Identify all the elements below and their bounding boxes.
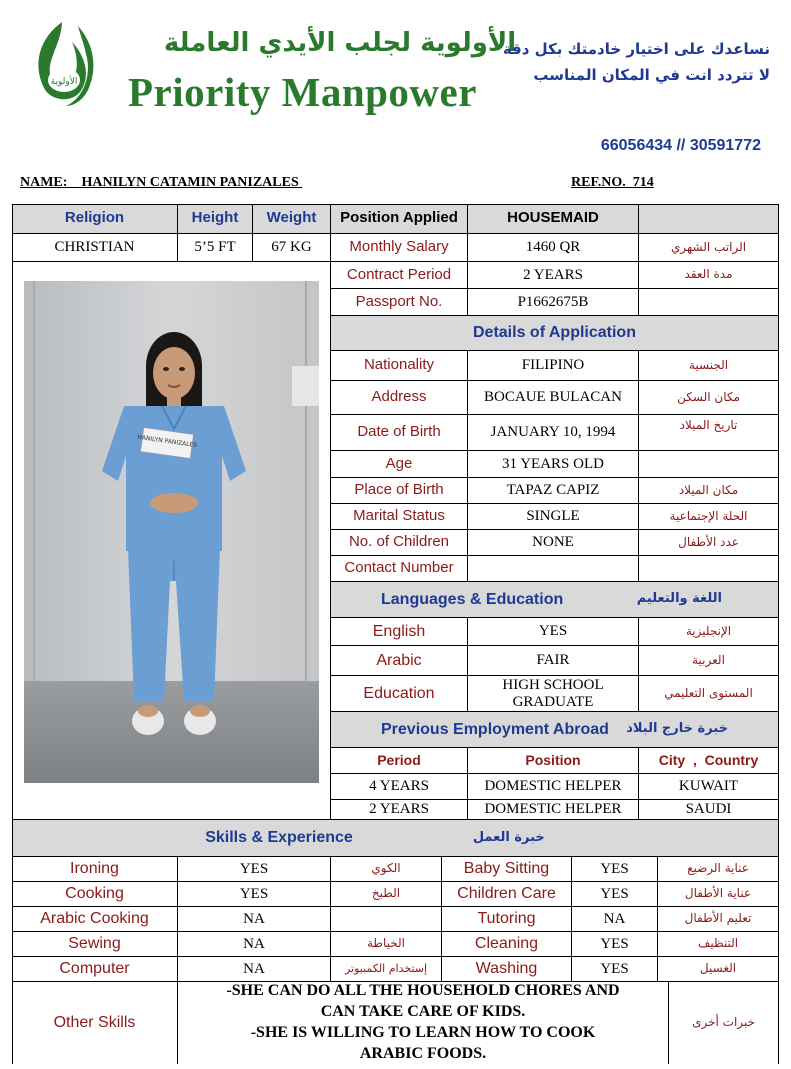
skills-title: Skills & Experience [205, 829, 353, 847]
education-value-line-2: GRADUATE [512, 693, 594, 710]
nationality-value: FILIPINO [468, 351, 639, 381]
skill-cleaning-label: Cleaning [442, 932, 572, 957]
skill-tutoring-value: NA [572, 907, 658, 932]
ref-label: REF.NO. [571, 175, 626, 190]
nationality-label: Nationality [331, 351, 468, 381]
other-skills-arabic: خبرات أخرى [669, 982, 779, 1064]
position-applied-value: HOUSEMAID [468, 204, 639, 234]
date-of-birth-label: Date of Birth [331, 415, 468, 451]
skill-arabic-cooking-label: Arabic Cooking [12, 907, 178, 932]
skill-cooking-arabic: الطبخ [331, 882, 442, 907]
skills-title-arabic: خبرة العمل [472, 829, 545, 845]
position-applied-header: Position Applied [331, 204, 468, 234]
place-of-birth-label: Place of Birth [331, 478, 468, 504]
details-section-title: Details of Application [331, 316, 779, 351]
skill-children-care-value: YES [572, 882, 658, 907]
arabic-value: FAIR [468, 646, 639, 676]
header-empty-cell [639, 204, 779, 234]
other-skills-label: Other Skills [12, 982, 178, 1064]
date-of-birth-arabic: تاريخ الميلاد [639, 415, 779, 451]
place-of-birth-value: TAPAZ CAPIZ [468, 478, 639, 504]
skill-sewing-value: NA [178, 932, 331, 957]
skill-sewing-arabic: الخياطة [331, 932, 442, 957]
salary-value: 1460 QR [468, 234, 639, 262]
skill-tutoring-label: Tutoring [442, 907, 572, 932]
company-name-english: Priority Manpower [128, 69, 477, 115]
skill-baby-sitting-value: YES [572, 857, 658, 882]
tagline-line-1: نساعدك على اختيار خادمتك بكل دقة [502, 40, 770, 58]
contact-number-value [468, 556, 639, 582]
period-header: Period [331, 748, 468, 774]
svg-text:HANILYN PANIZALES: HANILYN PANIZALES [136, 433, 198, 450]
marital-status-value: SINGLE [468, 504, 639, 530]
education-value-line-1: HIGH SCHOOL [502, 677, 604, 693]
skill-cleaning-arabic: التنظيف [658, 932, 779, 957]
skill-children-care-label: Children Care [442, 882, 572, 907]
languages-title: Languages & Education [381, 590, 564, 608]
skill-ironing-arabic: الكوي [331, 857, 442, 882]
contract-period-label: Contract Period [331, 262, 468, 289]
employment-title: Previous Employment Abroad [381, 720, 609, 738]
arabic-arabic: العربية [639, 646, 779, 676]
address-arabic: مكان السكن [639, 381, 779, 415]
contact-number-label: Contact Number [331, 556, 468, 582]
skill-arabic-cooking-value: NA [178, 907, 331, 932]
height-header: Height [178, 204, 253, 234]
age-label: Age [331, 451, 468, 478]
children-label: No. of Children [331, 530, 468, 556]
svg-text:الأولوية: الأولوية [50, 77, 78, 87]
tagline-line-2: لا تتردد انت في المكان المناسب [533, 66, 770, 84]
candidate-name: HANILYN CATAMIN PANIZALES [81, 175, 299, 190]
phone-numbers: 66056434 // 30591772 [600, 137, 761, 154]
contract-period-value: 2 YEARS [468, 262, 639, 289]
other-skills-line-1: -SHE CAN DO ALL THE HOUSEHOLD CHORES AND [226, 982, 620, 1000]
skill-washing-value: YES [572, 957, 658, 982]
other-skills-line-2: CAN TAKE CARE OF KIDS. [320, 1003, 526, 1021]
skill-computer-label: Computer [12, 957, 178, 982]
employment-title-arabic: خبرة خارج البلاد [626, 721, 728, 737]
age-value: 31 YEARS OLD [468, 451, 639, 478]
contact-number-arabic [639, 556, 779, 582]
other-skills-text [178, 982, 669, 1064]
skill-tutoring-arabic: تعليم الأطفال [658, 907, 779, 932]
marital-status-label: Marital Status [331, 504, 468, 530]
salary-label: Monthly Salary [331, 234, 468, 262]
passport-value: P1662675B [468, 289, 639, 316]
religion-value: CHRISTIAN [12, 234, 178, 262]
marital-status-arabic: الحلة الإجتماعية [639, 504, 779, 530]
other-skills-line-3: -SHE IS WILLING TO LEARN HOW TO COOK [250, 1024, 596, 1041]
weight-header: Weight [253, 204, 331, 234]
candidate-name-line [20, 175, 302, 191]
date-of-birth-value: JANUARY 10, 1994 [468, 415, 639, 451]
skill-baby-sitting-label: Baby Sitting [442, 857, 572, 882]
company-logo [22, 18, 102, 110]
city-country-header: City , Country [639, 748, 779, 774]
employment-section-title [331, 712, 779, 748]
children-arabic: عدد الأطفال [639, 530, 779, 556]
skill-ironing-label: Ironing [12, 857, 178, 882]
skill-cooking-label: Cooking [12, 882, 178, 907]
reference-number-line [571, 175, 654, 191]
education-label: Education [331, 676, 468, 712]
skill-cleaning-value: YES [572, 932, 658, 957]
english-value: YES [468, 618, 639, 646]
employment-row-1-position: DOMESTIC HELPER [468, 774, 639, 800]
name-label: NAME: [20, 175, 68, 190]
skill-computer-arabic: إستخدام الكمبيوتر [331, 957, 442, 982]
contract-period-arabic: مدة العقد [639, 262, 779, 289]
english-label: English [331, 618, 468, 646]
skill-washing-label: Washing [442, 957, 572, 982]
religion-header: Religion [12, 204, 178, 234]
address-label: Address [331, 381, 468, 415]
education-arabic: المستوى التعليمي [639, 676, 779, 712]
candidate-photo [24, 281, 319, 783]
skills-section-title [12, 820, 779, 857]
employment-row-1-period: 4 YEARS [331, 774, 468, 800]
passport-arabic [639, 289, 779, 316]
passport-label: Passport No. [331, 289, 468, 316]
languages-title-arabic: اللغة والتعليم [636, 591, 722, 607]
employment-row-1-country: KUWAIT [639, 774, 779, 800]
skill-arabic-cooking-arabic [331, 907, 442, 932]
weight-value: 67 KG [253, 234, 331, 262]
age-arabic [639, 451, 779, 478]
english-arabic: الإنجليزية [639, 618, 779, 646]
employment-row-2-country: SAUDI [639, 800, 779, 820]
company-name-arabic: الأولوية لجلب الأيدي العاملة [163, 28, 517, 58]
height-value: 5’5 FT [178, 234, 253, 262]
skill-ironing-value: YES [178, 857, 331, 882]
ref-number: 714 [632, 175, 654, 190]
salary-arabic: الراتب الشهري [639, 234, 779, 262]
skill-computer-value: NA [178, 957, 331, 982]
place-of-birth-arabic: مكان الميلاد [639, 478, 779, 504]
skill-baby-sitting-arabic: عناية الرضيع [658, 857, 779, 882]
children-value: NONE [468, 530, 639, 556]
education-value [468, 676, 639, 712]
nationality-arabic: الجنسية [639, 351, 779, 381]
arabic-label: Arabic [331, 646, 468, 676]
employment-row-2-position: DOMESTIC HELPER [468, 800, 639, 820]
other-skills-line-4: ARABIC FOODS. [359, 1044, 487, 1062]
address-value: BOCAUE BULACAN [468, 381, 639, 415]
skill-cooking-value: YES [178, 882, 331, 907]
employment-row-2-period: 2 YEARS [331, 800, 468, 820]
skill-children-care-arabic: عناية الأطفال [658, 882, 779, 907]
skill-sewing-label: Sewing [12, 932, 178, 957]
languages-section-title [331, 582, 779, 618]
skill-washing-arabic: الغسيل [658, 957, 779, 982]
position-header: Position [468, 748, 639, 774]
